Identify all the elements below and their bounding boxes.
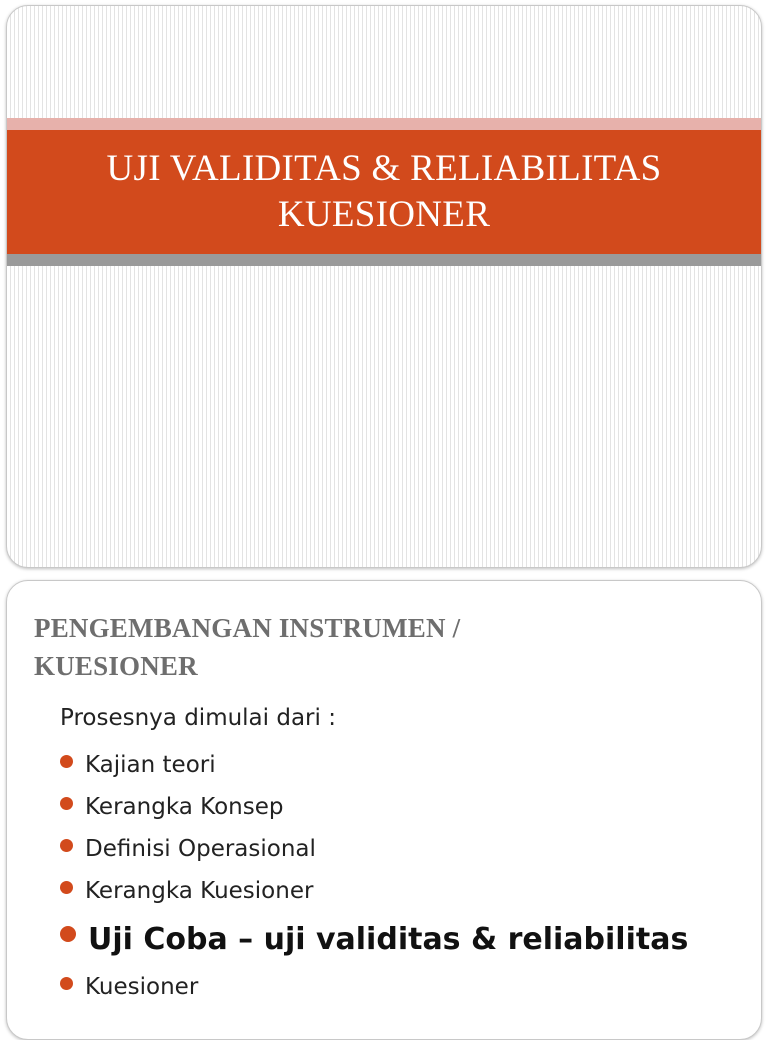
bullet-dot-icon — [60, 755, 73, 768]
title-band — [7, 130, 761, 254]
bullet-dot-icon — [60, 839, 73, 852]
bullet-dot-icon — [60, 881, 73, 894]
list-item — [60, 786, 688, 828]
list-item-emphasized — [60, 912, 688, 966]
list-item — [60, 966, 688, 1008]
process-list — [60, 744, 688, 1008]
content-slide — [6, 580, 762, 1040]
list-item-label: Kerangka Kuesioner — [85, 878, 314, 904]
slide-title-line-1: UJI VALIDITAS & RELIABILITAS — [106, 148, 662, 189]
content-heading-line-2: KUESIONER — [34, 651, 198, 681]
gray-accent-strip — [7, 254, 761, 266]
list-item — [60, 828, 688, 870]
list-item-label: Kajian teori — [85, 752, 216, 778]
pink-accent-strip — [7, 118, 761, 130]
list-item — [60, 744, 688, 786]
slide-title-line-2: KUESIONER — [277, 194, 491, 235]
bullet-dot-icon — [60, 977, 73, 990]
intro-text: Prosesnya dimulai dari : — [60, 705, 336, 731]
bullet-dot-icon — [60, 926, 76, 942]
list-item-label: Kuesioner — [85, 974, 199, 1000]
list-item-label: Kerangka Konsep — [85, 794, 284, 820]
list-item-label: Uji Coba – uji validitas & reliabilitas — [88, 921, 689, 957]
content-heading — [34, 609, 460, 685]
content-heading-line-1: PENGEMBANGAN INSTRUMEN / — [34, 613, 461, 643]
list-item-label: Definisi Operasional — [85, 836, 316, 862]
list-item — [60, 870, 688, 912]
title-slide — [6, 5, 762, 568]
bullet-dot-icon — [60, 797, 73, 810]
